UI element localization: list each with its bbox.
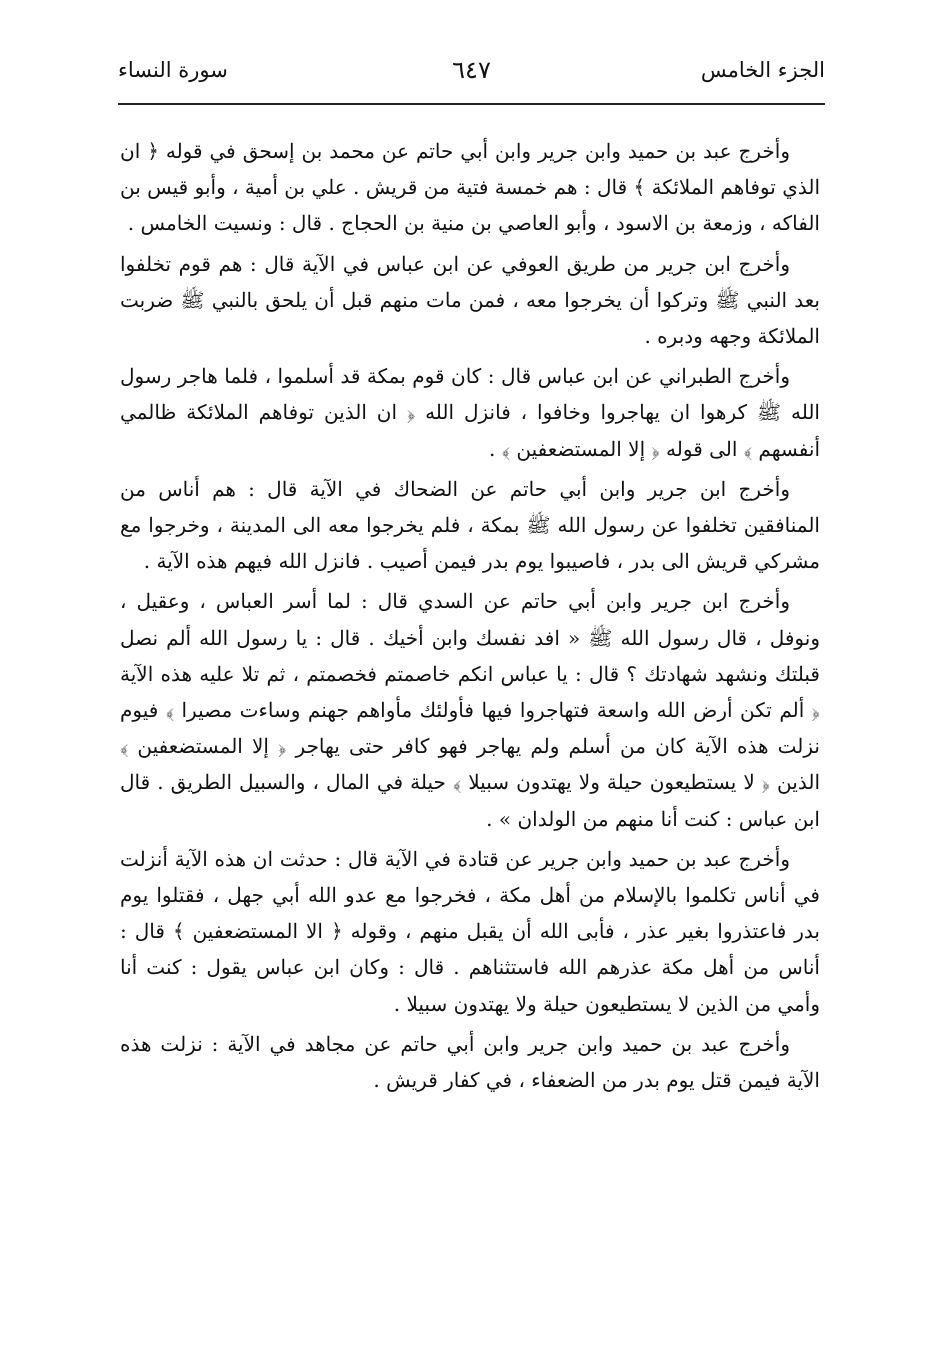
paragraph-4: وأخرج ابن جرير وابن أبي حاتم عن الضحاك في الآية قال : هم أناس من المنافقين تخلفوا عن رسول الله ﷺ بمكة ، فلم يخرجوا معه الى المدينة ، وخرجوا مع مشركي قريش الى بدر ، فاصيبوا يوم بدر فيمن أصيب . فانزل الله فيهم هذه الآية . bbox=[120, 476, 820, 574]
surah-label: سورة النساء bbox=[118, 58, 228, 82]
page-header bbox=[118, 50, 825, 90]
paragraph-5: وأخرج ابن جرير وابن أبي حاتم عن السدي قال : لما أسر العباس ، وعقيل ، ونوفل ، قال رسول الله ﷺ « افد نفسك وابن أخيك . قال : يا رسول الله ألم نصل قبلتك ونشهد شهادتك ؟ قال : يا عباس انكم خاصمتم فخصمتم ، ثم تلا عليه هذه الآية ﴿ ألم تكن أرض الله واسعة فتهاجروا فيها فأولئك مأواهم جهنم وساءت مصيرا ﴾ فيوم نزلت هذه الآية كان من أسلم ولم يهاجر فهو كافر حتى يهاجر ﴿ إلا المستضعفين ﴾ الذين ﴿ لا يستطيعون حيلة ولا يهتدون سبيلا ﴾ حيلة في المال ، والسبيل الطريق . قال ابن عباس : كنت أنا منهم من الولدان » . bbox=[120, 589, 820, 831]
paragraph-7: وأخرج عبد بن حميد وابن جرير وابن أبي حاتم عن مجاهد في الآية : نزلت هذه الآية فيمن قتل يوم بدر من الضعفاء ، في كفار قريش . bbox=[120, 1031, 820, 1093]
page-number: ٦٤٧ bbox=[452, 56, 491, 84]
paragraph-2: وأخرج ابن جرير من طريق العوفي عن ابن عباس في الآية قال : هم قوم تخلفوا بعد النبي ﷺ وتركوا أن يخرجوا معه ، فمن مات منهم قبل أن يلحق بالنبي ﷺ ضربت الملائكة وجهه ودبره . bbox=[120, 251, 820, 349]
paragraph-3: وأخرج الطبراني عن ابن عباس قال : كان قوم بمكة قد أسلموا ، فلما هاجر رسول الله ﷺ كرهوا ان يهاجروا وخافوا ، فانزل الله ﴿ ان الذين توفاهم الملائكة ظالمي أنفسهم ﴾ الى قوله ﴿ إلا المستضعفين ﴾ . bbox=[120, 364, 820, 461]
juz-label: الجزء الخامس bbox=[700, 58, 825, 82]
page-body bbox=[120, 133, 820, 1098]
paragraph-1: وأخرج عبد بن حميد وابن جرير وابن أبي حاتم عن محمد بن إسحق في قوله ﴿ ان الذي توفاهم الملائكة ﴾ قال : هم خمسة فتية من قريش . علي بن أمية ، وأبو قيس بن الفاكه ، وزمعة بن الاسود ، وأبو العاصي بن منية بن الحجاج . قال : ونسيت الخامس . bbox=[120, 139, 820, 236]
paragraph-6: وأخرج عبد بن حميد وابن جرير عن قتادة في الآية قال : حدثت ان هذه الآية أنزلت في أناس تكلموا بالإسلام من أهل مكة ، فخرجوا مع عدو الله أبي جهل ، فقتلوا يوم بدر فاعتذروا بغير عذر ، فأبى الله أن يقبل منهم ، وقوله ﴿ الا المستضعفين ﴾ قال : أناس من أهل مكة عذرهم الله فاستثناهم . قال : وكان ابن عباس يقول : كنت أنا وأمي من الذين لا يستطيعون حيلة ولا يهتدون سبيلا . bbox=[120, 846, 820, 1016]
header-divider bbox=[118, 103, 825, 105]
